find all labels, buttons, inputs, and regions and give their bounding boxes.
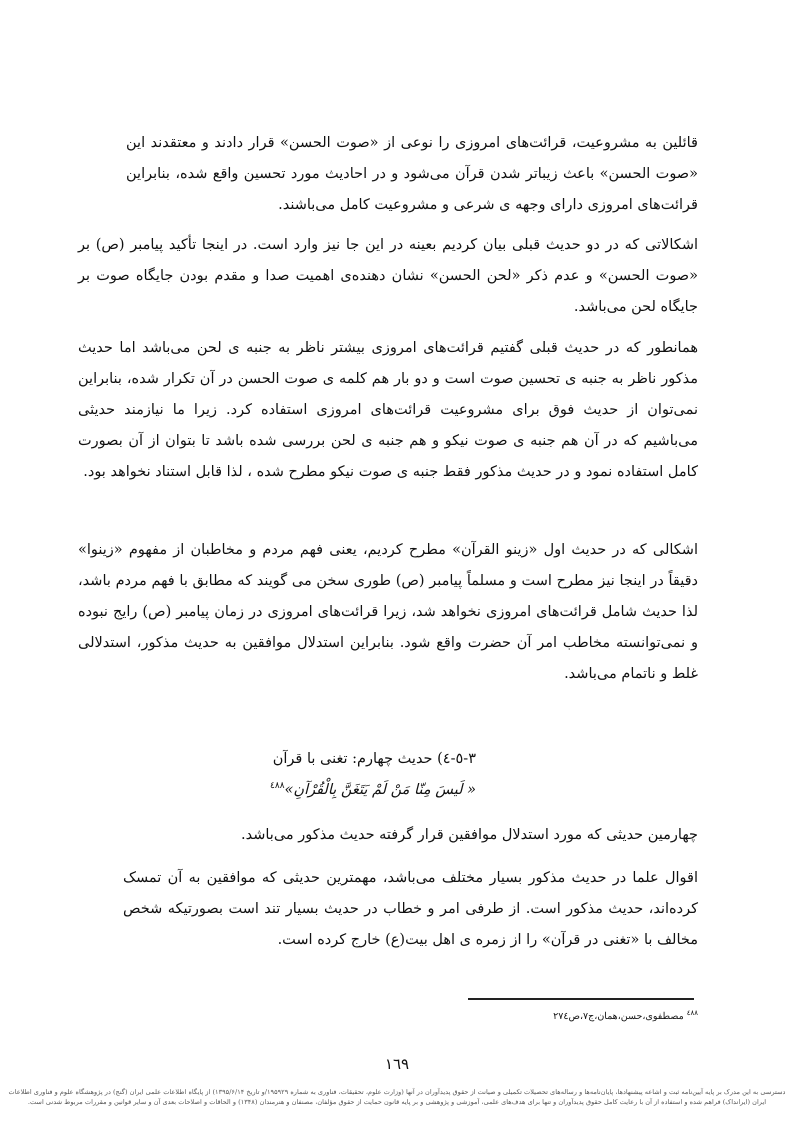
paragraph-text: همانطور که در حدیث قبلی گفتیم قرائت‌های امروزی بیشتر ناظر به جنبه ی لحن می‌باشد اما حدیث مذکور ناظر به جنبه ی تحسین صوت است و دو بار هم کلمه ی صوت الحسن در آن تکرار شده، بنابراین نمی‌توان از حدیث فوق برای مشروعیت قرائت‌های امروزی استفاده کرد. زیرا ما نیازمند حدیثی می‌باشیم که در آن هم جنبه ی صوت نیکو و هم جنبه ی لحن بررسی شده باشد تا بتوان از آن بصورت کامل استفاده نمود و در حدیث مذکور فقط جنبه ی صوت نیکو مطرح شده ، لذا قابل استناد نخواهد بود. bbox=[78, 340, 698, 480]
footnote-reference: ٤٨٨ bbox=[270, 781, 285, 791]
page-number: ١٦٩ bbox=[384, 1055, 410, 1073]
body-paragraph-4 bbox=[78, 535, 698, 690]
footnote bbox=[368, 1005, 698, 1025]
body-paragraph-6 bbox=[123, 863, 698, 956]
paragraph-text: اقوال علما در حدیث مذکور بسیار مختلف می‌باشد، مهمترین حدیثی که موافقین به آن تمسک کرده‌اند، حدیث مذکور است. از طرفی امر و خطاب در حدیث بسیار تند است بصورتیکه شخص مخالف با «تغنی در قرآن» را از زمره ی اهل بیت(ع) خارج کرده است. bbox=[123, 870, 698, 948]
hadith-quote bbox=[96, 772, 476, 804]
paragraph-text: اشکالاتی که در دو حدیث قبلی بیان کردیم بعینه در این جا نیز وارد است. در اینجا تأکید پیامبر (ص) بر «صوت الحسن» و عدم ذکر «لحن الحسن» نشان دهنده‌ی اهمیت صدا و مقدم بودن جایگاه صوت بر جایگاه لحن می‌باشد. bbox=[78, 237, 698, 315]
paragraph-text: قائلین به مشروعیت، قرائت‌های امروزی را نوعی از «صوت الحسن» قرار دادند و معتقدند این «صوت الحسن» باعث زیباتر شدن قرآن می‌شود و در احادیث مورد تحسین واقع شده، بنابراین قرائت‌های امروزی دارای وجهه ی شرعی و مشروعیت کامل می‌باشند. bbox=[126, 135, 698, 213]
legal-notice: دسترسی به این مدرک بر پایه آیین‌نامه ثبت و اشاعه پیشنهادها، پایان‌نامه‌ها و رساله‌های تحصیلات تکمیلی و صیانت از حقوق پدیدآوران در آنها (وزارت علوم، تحقیقات، فناوری به شماره ۱۹۵۹۲۹/و تاریخ ۱۳۹۵/۶/۱۴) از پایگاه اطلاعات علمی ایران (گنج) در پژوهشگاه علوم و فناوری اطلاعات ایران (ایرانداک) فراهم شده و استفاده از آن با رعایت کامل حقوق پدیدآوران و تنها برای هدف‌های علمی، آموزشی و پژوهشی و بر پایه قانون حمایت از حقوق مؤلفان، مصنفان و هنرمندان (۱۳۴۸) و الحاقات و اصلاحات بعدی آن و سایر قوانین و مقررات مربوط شدنی است. bbox=[8, 1088, 786, 1106]
section-heading: ٣-٥-٤) حدیث چهارم: تغنی با قرآن bbox=[272, 751, 476, 767]
hadith-text: « لَيسَ مِنّا مَنْ لَمْ يَتَغَنَّ بِالْقُرْآنِ» bbox=[284, 781, 476, 798]
paragraph-text: اشکالی که در حدیث اول «زینو القرآن» مطرح کردیم، یعنی فهم مردم و مخاطبان از مفهوم «زینوا» دقیقاً در اینجا نیز مطرح است و مسلماً پیامبر (ص) طوری سخن می گویند که مطابق با فهم مردم باشد، لذا حدیث شامل قرائت‌های امروزی نخواهد شد، زیرا قرائت‌های امروزی در زمان پیامبر (ص) رایج نبوده و نمی‌توانسته مخاطب امر آن حضرت واقع شود. بنابراین استدلال موافقین به حدیث مذکور، استدلالی غلط و ناتمام می‌باشد. bbox=[78, 542, 698, 682]
body-paragraph-3 bbox=[78, 333, 698, 488]
footnote-divider bbox=[468, 998, 694, 1000]
paragraph-text: چهارمین حدیثی که مورد استدلال موافقین قرار گرفته حدیث مذکور می‌باشد. bbox=[241, 827, 698, 843]
body-paragraph-1 bbox=[126, 128, 698, 221]
footnote-number: ٤٨٨ bbox=[686, 1009, 698, 1017]
body-paragraph-2 bbox=[78, 230, 698, 323]
footnote-text: مصطفوی،حسن،همان،ج٧،ص٢٧٤ bbox=[553, 1011, 684, 1023]
body-paragraph-5 bbox=[123, 820, 698, 851]
